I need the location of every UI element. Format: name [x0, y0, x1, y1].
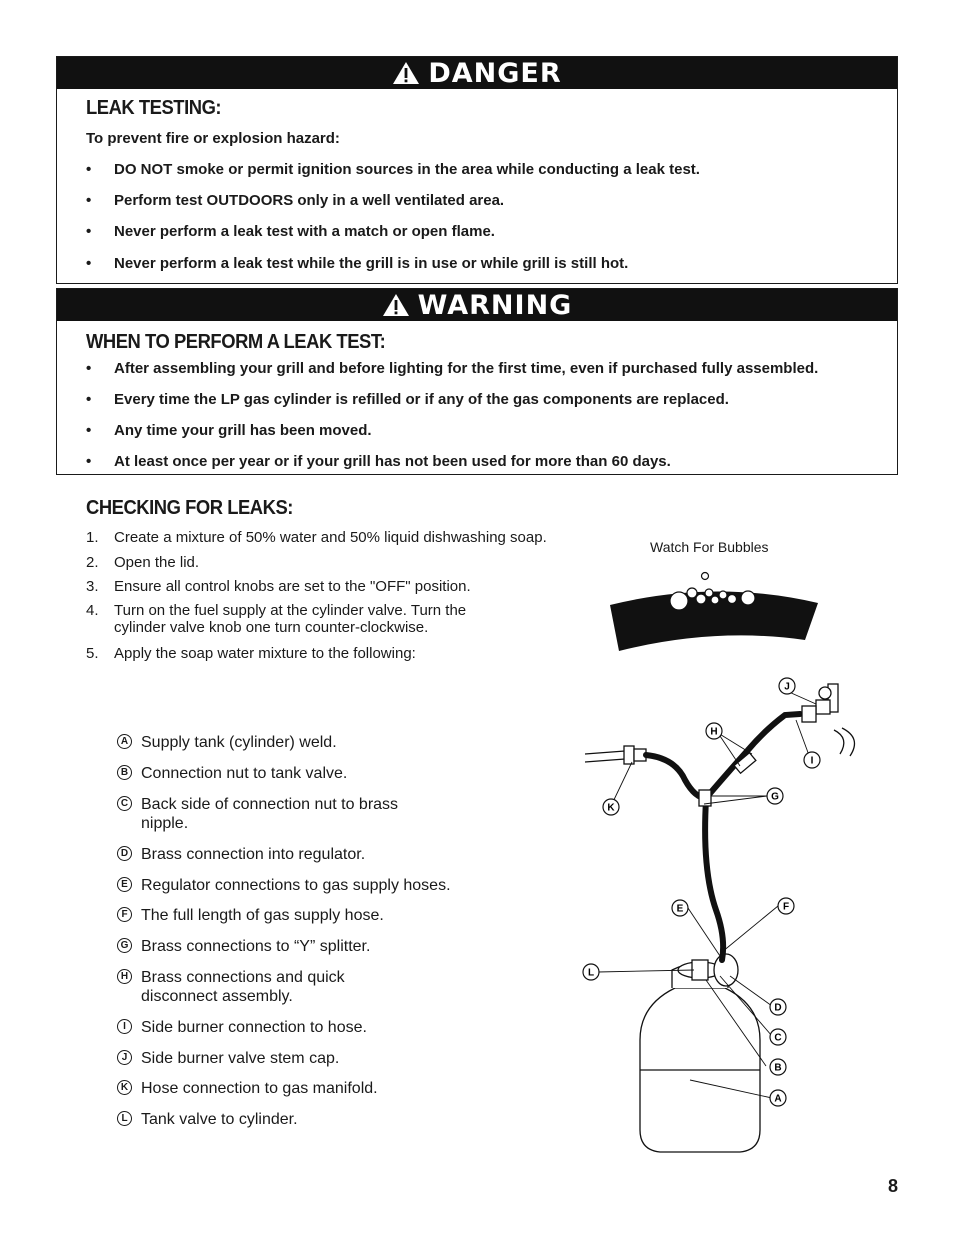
- danger-intro: To prevent fire or explosion hazard:: [86, 130, 340, 147]
- danger-bullet: • DO NOT smoke or permit ignition sources in the area while conducting a leak test.: [86, 161, 700, 178]
- warning-triangle-icon: [382, 293, 410, 317]
- warning-bullet: • Any time your grill has been moved.: [86, 422, 372, 439]
- callout-F: [778, 898, 794, 914]
- svg-text:F: F: [782, 901, 790, 913]
- part-item: J Side burner valve stem cap.: [117, 1049, 339, 1068]
- bubbles-caption: Watch For Bubbles: [650, 539, 769, 555]
- svg-text:G: G: [771, 791, 779, 803]
- warning-bullet: • After assembling your grill and before lighting for the first time, even if purchased fully assembled.: [86, 360, 819, 377]
- svg-text:A: A: [774, 1093, 782, 1105]
- part-item: I Side burner connection to hose.: [117, 1018, 367, 1037]
- part-item: D Brass connection into regulator.: [117, 845, 365, 864]
- svg-text:H: H: [710, 726, 718, 738]
- svg-text:K: K: [607, 802, 615, 814]
- callout-C: [770, 1029, 786, 1045]
- callout-K: [603, 799, 619, 815]
- warning-banner: [57, 289, 897, 321]
- part-item: K Hose connection to gas manifold.: [117, 1079, 378, 1098]
- warning-bullet: • At least once per year or if your grill has not been used for more than 60 days.: [86, 453, 671, 470]
- step-item: 5. Apply the soap water mixture to the following:: [86, 645, 416, 662]
- danger-bullet: • Never perform a leak test with a match or open flame.: [86, 223, 495, 240]
- danger-banner: [57, 57, 897, 89]
- part-item: A Supply tank (cylinder) weld.: [117, 733, 337, 752]
- svg-text:D: D: [774, 1002, 782, 1014]
- warning-box: [56, 288, 898, 475]
- callout-J: [779, 678, 795, 694]
- callout-B: [770, 1059, 786, 1075]
- callout-H: [706, 723, 722, 739]
- checking-heading: CHECKING FOR LEAKS:: [86, 497, 293, 519]
- part-item: G Brass connections to “Y” splitter.: [117, 937, 370, 956]
- warning-bullet: • Every time the LP gas cylinder is refilled or if any of the gas components are replaced.: [86, 391, 729, 408]
- svg-text:J: J: [784, 681, 790, 693]
- callout-L: [583, 964, 599, 980]
- step-item: 4. Turn on the fuel supply at the cylinder valve. Turn the cylinder valve knob one turn counter-clockwise.: [86, 602, 467, 636]
- leak-testing-heading: LEAK TESTING:: [86, 97, 222, 119]
- svg-text:L: L: [587, 967, 595, 979]
- part-item: H Brass connections and quick disconnect assembly.: [117, 968, 345, 1006]
- svg-text:C: C: [774, 1032, 782, 1044]
- part-item: B Connection nut to tank valve.: [117, 764, 347, 783]
- when-to-test-heading: WHEN TO PERFORM A LEAK TEST:: [86, 331, 386, 353]
- part-item: F The full length of gas supply hose.: [117, 906, 384, 925]
- callout-E: [672, 900, 688, 916]
- callout-D: [770, 999, 786, 1015]
- danger-bullet: • Perform test OUTDOORS only in a well ventilated area.: [86, 192, 505, 209]
- part-item: E Regulator connections to gas supply hoses.: [117, 876, 451, 895]
- bubbles-illustration: [605, 565, 825, 657]
- svg-text:I: I: [810, 755, 814, 767]
- svg-text:B: B: [774, 1062, 782, 1074]
- part-item: L Tank valve to cylinder.: [117, 1110, 298, 1129]
- callout-G: [767, 788, 783, 804]
- warning-triangle-icon: [392, 61, 420, 85]
- part-item: C Back side of connection nut to brass nipple.: [117, 795, 398, 833]
- callout-I: [804, 752, 820, 768]
- step-item: 2. Open the lid.: [86, 554, 200, 571]
- gas-connection-diagram: [580, 670, 880, 1160]
- step-item: 3. Ensure all control knobs are set to the "OFF" position.: [86, 578, 471, 595]
- warning-title: WARNING: [417, 289, 573, 321]
- danger-title: DANGER: [428, 57, 562, 89]
- svg-text:E: E: [676, 903, 684, 915]
- step-item: 1. Create a mixture of 50% water and 50% liquid dishwashing soap.: [86, 529, 547, 546]
- callout-A: [770, 1090, 786, 1106]
- page-number: 8: [887, 1176, 898, 1196]
- danger-bullet: • Never perform a leak test while the grill is in use or while grill is still hot.: [86, 255, 629, 272]
